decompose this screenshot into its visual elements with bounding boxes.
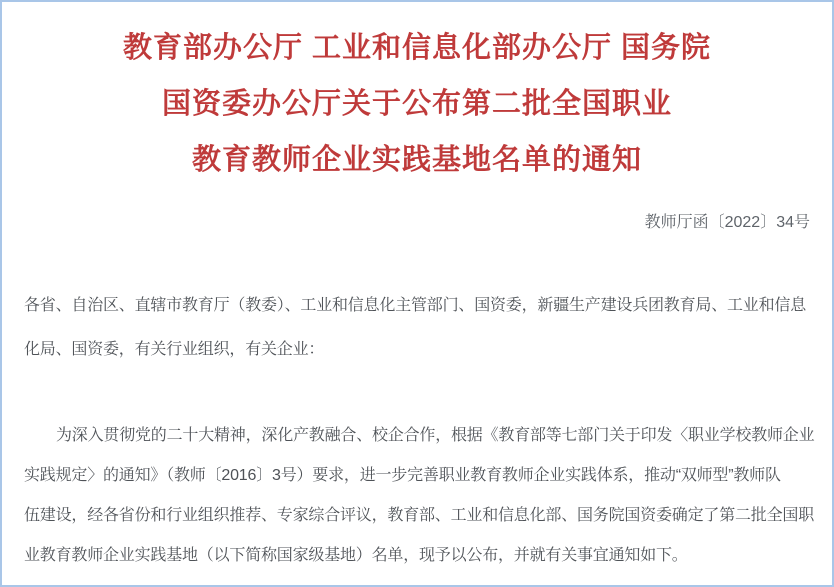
- document-title: [24, 20, 810, 188]
- addressee-paragraph: [24, 284, 810, 372]
- addressee-line-2: 化局、国资委，有关行业组织，有关企业：: [24, 341, 325, 358]
- title-line-1: 教育部办公厅 工业和信息化部办公厅 国务院: [122, 32, 712, 64]
- body-line-4: 业教育教师企业实践基地（以下简称国家级基地）名单，现予以公布，并就有关事宜通知如下。: [24, 547, 688, 564]
- document-number: 教师厅函〔2022〕34号: [644, 214, 810, 231]
- addressee-line-1: 各省、自治区、直辖市教育厅（教委）、工业和信息化主管部门、国资委，新疆生产建设兵团教育局、工业和信息: [24, 297, 807, 314]
- body-line-2: 实践规定〉的通知》（教师〔2016〕3号）要求，进一步完善职业教育教师企业实践体系，推动“双师型”教师队: [24, 467, 781, 484]
- body-paragraph: [24, 416, 815, 576]
- body-line-3: 伍建设，经各省份和行业组织推荐、专家综合评议，教育部、工业和信息化部、国务院国资委确定了第二批全国职: [24, 507, 815, 524]
- title-line-2: 国资委办公厅关于公布第二批全国职业: [161, 88, 672, 120]
- body-line-1: 为深入贯彻党的二十大精神，深化产教融合、校企合作，根据《教育部等七部门关于印发〈职业学校教师企业: [56, 427, 815, 444]
- title-line-3: 教育教师企业实践基地名单的通知: [191, 144, 642, 176]
